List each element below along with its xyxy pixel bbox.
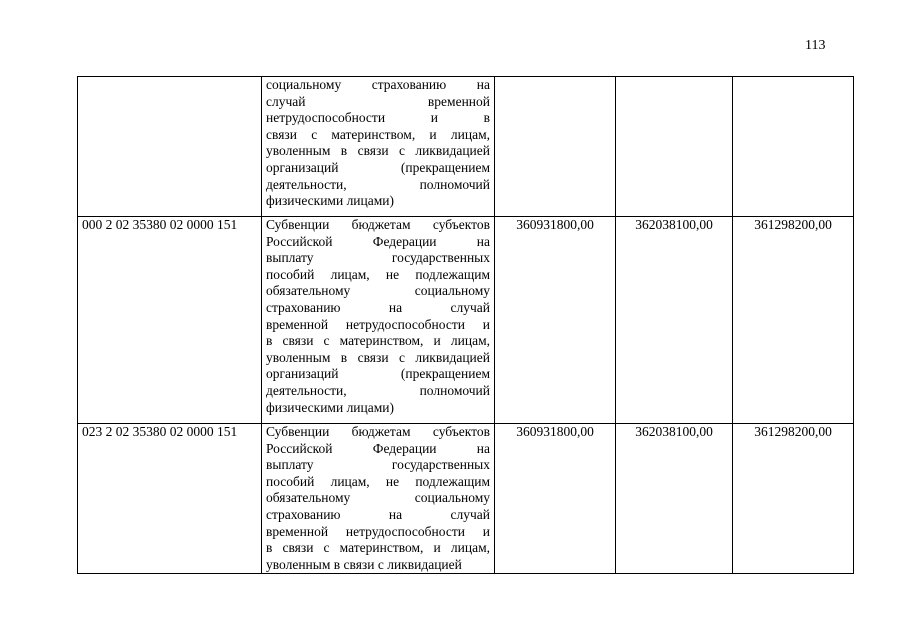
description-line: временной нетрудоспособности и — [266, 523, 490, 539]
description-line: уволенным в связи с ликвидацией — [266, 556, 462, 572]
value-cell-2: 362038100,00 — [616, 217, 733, 424]
description-cell — [262, 217, 495, 424]
value-cell-1 — [495, 77, 616, 217]
budget-code-cell: 023 2 02 35380 02 0000 151 — [78, 424, 262, 574]
description-line: страхованию на случай — [266, 299, 490, 315]
description-line: социальному страхованию на — [266, 77, 490, 92]
description-line: выплату государственных — [266, 250, 490, 266]
value-cell-1: 360931800,00 — [495, 217, 616, 424]
description-line: временной нетрудоспособности и — [266, 316, 490, 332]
table-row — [78, 217, 854, 424]
description-line: уволенным в связи с ликвидацией — [266, 349, 490, 365]
description-line: Субвенции бюджетам субъектов — [266, 217, 490, 232]
description-line: уволенным в связи с ликвидацией — [266, 143, 490, 159]
description-line: в связи с материнством, и лицам, — [266, 333, 490, 349]
table-row — [78, 424, 854, 574]
description-line: физическими лицами) — [266, 399, 395, 415]
description-cell — [262, 424, 495, 574]
value-cell-3: 361298200,00 — [733, 424, 854, 574]
description-line: случай временной — [266, 93, 490, 109]
description-line: организаций (прекращением — [266, 159, 490, 175]
description-line: нетрудоспособности и в — [266, 110, 490, 126]
description-line: Российской Федерации на — [266, 233, 490, 249]
budget-code-cell — [78, 77, 262, 217]
value-cell-3: 361298200,00 — [733, 217, 854, 424]
value-cell-2: 362038100,00 — [616, 424, 733, 574]
description-line: обязательному социальному — [266, 283, 490, 299]
description-line: связи с материнством, и лицам, — [266, 126, 490, 142]
table-row — [78, 77, 854, 217]
value-cell-2 — [616, 77, 733, 217]
description-line: Субвенции бюджетам субъектов — [266, 424, 490, 439]
description-line: физическими лицами) — [266, 193, 395, 209]
description-line: Российской Федерации на — [266, 440, 490, 456]
description-line: в связи с материнством, и лицам, — [266, 540, 490, 556]
budget-table — [77, 76, 854, 574]
description-line: организаций (прекращением — [266, 366, 490, 382]
value-cell-3 — [733, 77, 854, 217]
description-line: обязательному социальному — [266, 490, 490, 506]
description-line: деятельности, полномочий — [266, 382, 490, 398]
description-cell — [262, 77, 495, 217]
description-line: деятельности, полномочий — [266, 176, 490, 192]
description-line: пособий лицам, не подлежащим — [266, 266, 490, 282]
description-line: выплату государственных — [266, 457, 490, 473]
value-cell-1: 360931800,00 — [495, 424, 616, 574]
page-number: 113 — [805, 38, 826, 53]
description-line: страхованию на случай — [266, 506, 490, 522]
description-line: пособий лицам, не подлежащим — [266, 473, 490, 489]
budget-code-cell: 000 2 02 35380 02 0000 151 — [78, 217, 262, 424]
